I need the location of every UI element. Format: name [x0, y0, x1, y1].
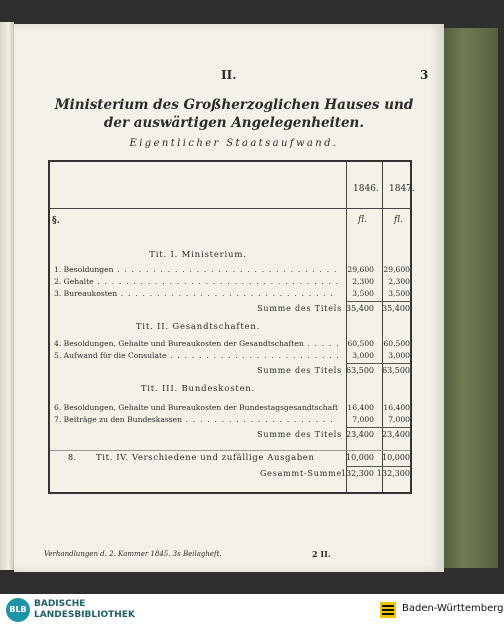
sum-1847: 35,400	[382, 304, 410, 313]
page-number: 3	[420, 68, 429, 82]
bw-state-name[interactable]: Baden-Württemberg	[402, 603, 504, 614]
grand-total-1847: 132,300	[376, 469, 410, 478]
page-subtitle: Eigentlicher Staatsaufwand.	[129, 138, 339, 149]
column-divider	[346, 162, 347, 492]
row-label: 1. Besoldungen . . .	[54, 264, 338, 276]
title-heading: Tit. I. Ministerium.	[149, 250, 247, 260]
value-1847: 29,600	[383, 265, 410, 274]
header-divider	[50, 208, 410, 209]
book-edge	[0, 22, 14, 570]
title-sum-row	[54, 302, 408, 316]
title-sum-row	[54, 364, 408, 378]
column-divider	[382, 162, 383, 492]
sum-label: Summe des Titels	[257, 430, 342, 439]
value-1846: 2,300	[352, 277, 374, 286]
document-page	[14, 24, 444, 572]
table-row	[54, 350, 408, 362]
grand-total-1846: 132,300	[340, 469, 374, 478]
table-row	[54, 276, 408, 288]
footer-note: Verhandlungen d. 2. Kammer 1845. 3s Beilagheft.	[44, 550, 222, 558]
year-header-1846: 1846.	[353, 184, 379, 194]
page-title: Ministerium des Großherzoglichen Hauses und der auswärtigen Angelegenheiten.	[54, 97, 414, 131]
value-1846: 60,500	[347, 339, 374, 348]
value-1846: 7,000	[352, 415, 374, 424]
row-label: 5. Aufwand für die Consulate . . .	[54, 350, 338, 362]
table-row	[54, 414, 408, 426]
row-label: 3. Bureaukosten . . .	[54, 288, 338, 300]
value-1847: 7,000	[388, 415, 410, 424]
value-1847: 3,500	[388, 289, 410, 298]
value-1846: 3,000	[352, 351, 374, 360]
title-heading: Tit. II. Gesandtschaften.	[135, 322, 261, 332]
sum-1846: 35,400	[346, 304, 374, 313]
value-1847: 10,000	[382, 453, 410, 462]
title-heading: Tit. IV. Verschiedene und zufällige Ausgaben	[96, 453, 315, 463]
budget-table	[48, 160, 415, 494]
row-label: 7. Beiträge zu den Bundeskassen . . .	[54, 414, 338, 426]
unit-label-1847: fl.	[394, 215, 403, 225]
value-1847: 3,000	[388, 351, 410, 360]
value-1846: 10,000	[346, 453, 374, 462]
row-label: 2. Gehalte . . .	[54, 276, 338, 288]
row-number: 8.	[68, 453, 76, 462]
table-row	[54, 338, 408, 350]
table-row	[54, 264, 408, 276]
value-1847: 2,300	[388, 277, 410, 286]
header-roman-numeral: II.	[221, 68, 237, 82]
row-label: 6. Besoldungen, Gehalte und Bureaukosten der Bundestagsgesandtschaft . . .	[54, 402, 338, 414]
blb-library-name[interactable]: BADISCHE LANDESBIBLIOTHEK	[34, 599, 135, 620]
sum-label: Summe des Titels	[257, 366, 342, 375]
year-header-1847: 1847.	[389, 184, 415, 194]
grand-total-label: Gesammt-Summe	[259, 469, 342, 478]
sum-1846: 63,500	[346, 366, 374, 375]
sum-1846: 23,400	[346, 430, 374, 439]
sum-1847: 63,500	[382, 366, 410, 375]
title4-values	[54, 451, 408, 465]
library-footer-bar	[0, 594, 504, 626]
title-heading: Tit. III. Bundeskosten.	[140, 384, 256, 394]
bw-crest-icon	[378, 600, 398, 620]
value-1847: 16,400	[383, 403, 410, 412]
sum-label: Summe des Titels	[257, 304, 342, 313]
section-symbol: §.	[52, 216, 60, 226]
book-cover-board	[440, 28, 498, 568]
blb-logo[interactable]: BLB	[6, 598, 30, 622]
value-1846: 29,600	[347, 265, 374, 274]
table-row	[54, 288, 408, 300]
value-1846: 16,400	[347, 403, 374, 412]
row-label: 4. Besoldungen, Gehalte und Bureaukosten der Gesandtschaften . . .	[54, 338, 338, 350]
value-1847: 60,500	[383, 339, 410, 348]
unit-label-1846: fl.	[358, 215, 367, 225]
signature-mark: 2 II.	[312, 549, 331, 559]
sum-1847: 23,400	[382, 430, 410, 439]
value-1846: 3,500	[352, 289, 374, 298]
grand-total-row	[54, 467, 408, 481]
title-sum-row	[54, 428, 408, 442]
table-row	[54, 402, 408, 414]
